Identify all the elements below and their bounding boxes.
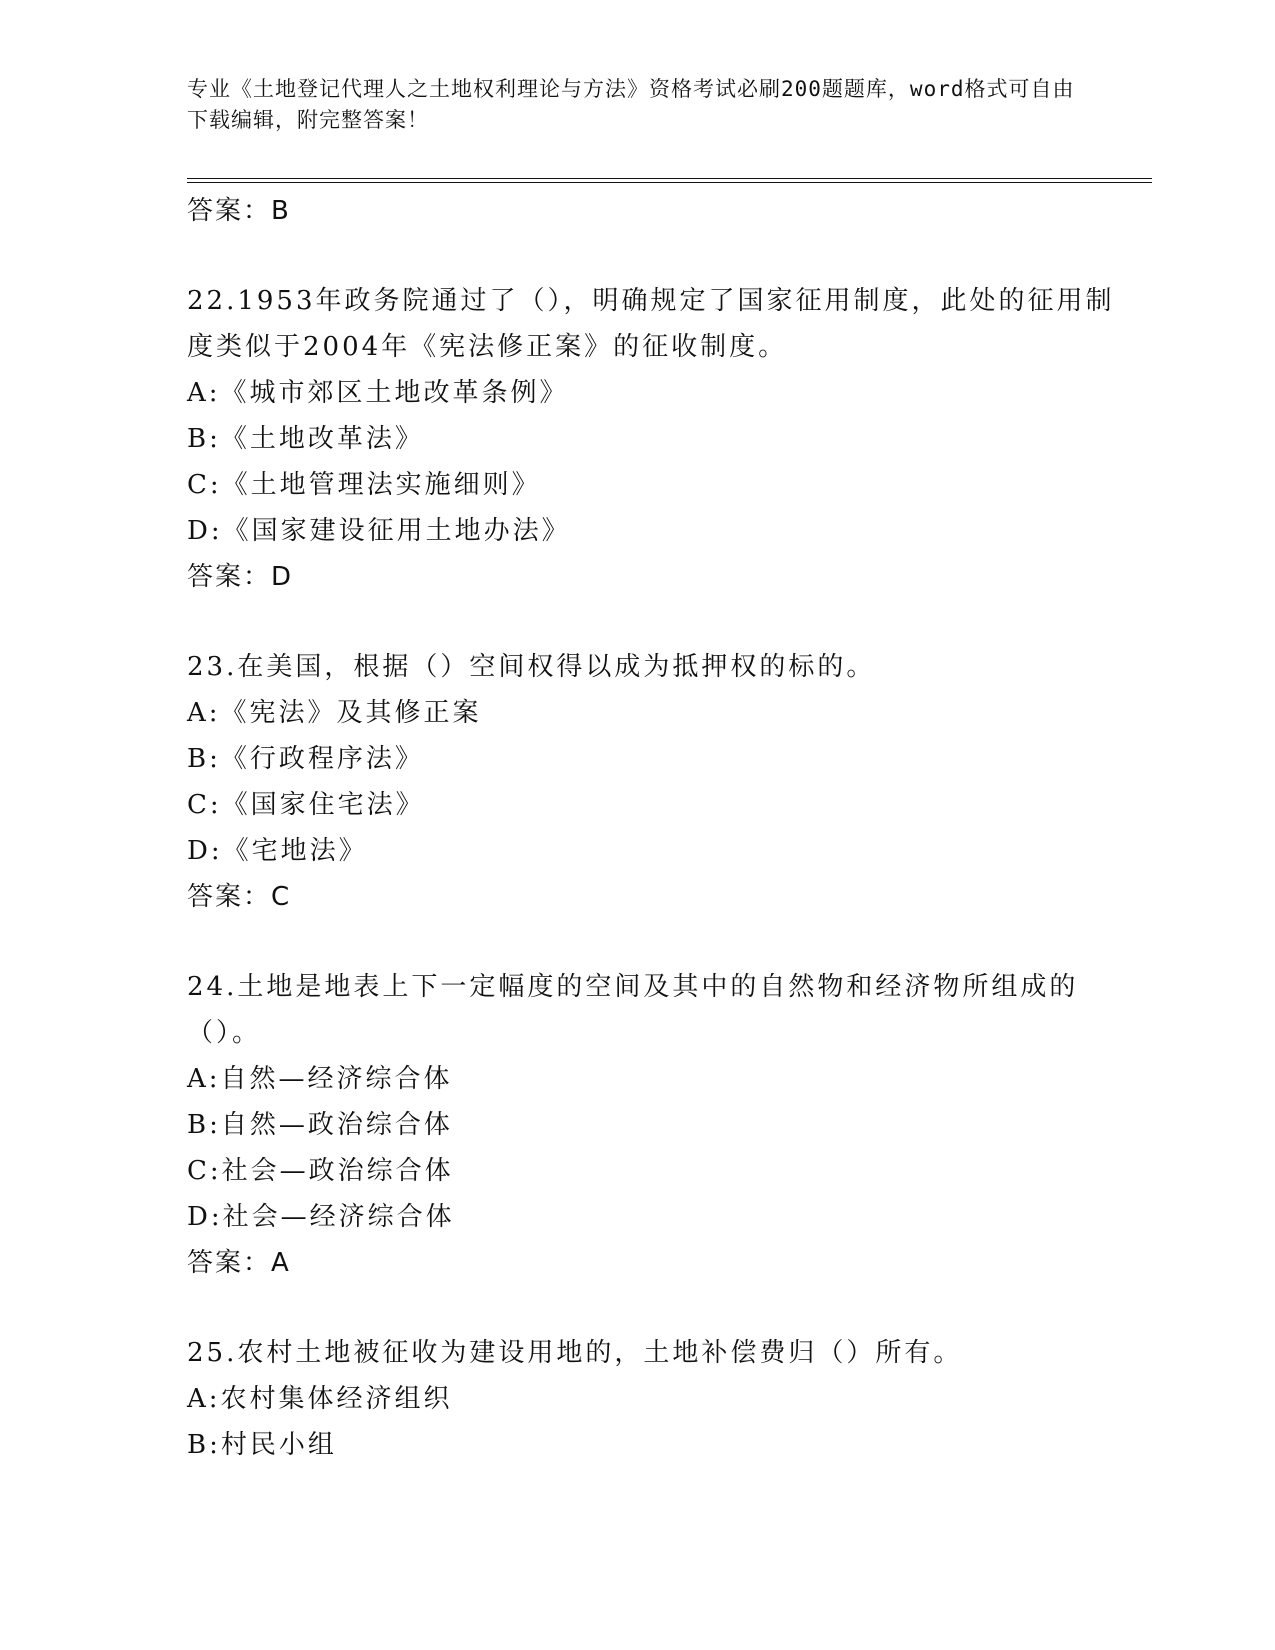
question-25	[187, 1330, 1127, 1468]
option-b: B:村民小组	[187, 1430, 337, 1460]
header-divider	[187, 178, 1152, 183]
option-b: B:《行政程序法》	[187, 744, 424, 774]
question-23	[187, 644, 1127, 920]
option-a: A:《城市郊区土地改革条例》	[187, 378, 569, 408]
answer-label: 答案：B	[187, 196, 291, 226]
option-c: C:《国家住宅法》	[187, 790, 425, 820]
option-a: A:农村集体经济组织	[187, 1384, 453, 1414]
answer-label: 答案：C	[187, 882, 292, 912]
option-c: C:社会—政治综合体	[187, 1156, 454, 1186]
option-b: B:《土地改革法》	[187, 424, 424, 454]
option-b: B:自然—政治综合体	[187, 1110, 453, 1140]
option-a: A:自然—经济综合体	[187, 1064, 453, 1094]
question-22	[187, 278, 1127, 600]
option-d: D:社会—经济综合体	[187, 1202, 455, 1232]
answer-label: 答案：D	[187, 562, 294, 592]
answer-label: 答案：A	[187, 1248, 291, 1278]
question-stem: 24.土地是地表上下一定幅度的空间及其中的自然物和经济物所组成的（）。	[187, 972, 1079, 1048]
question-stem: 22.1953年政务院通过了（），明确规定了国家征用制度，此处的征用制度类似于2004年《宪法修正案》的征收制度。	[187, 286, 1115, 362]
option-a: A:《宪法》及其修正案	[187, 698, 482, 728]
header-text: 专业《土地登记代理人之土地权利理论与方法》资格考试必刷200题题库，word格式可自由下载编辑，附完整答案！	[187, 77, 1075, 132]
document-body	[187, 188, 1127, 1468]
page-header	[187, 74, 1087, 136]
question-stem: 23.在美国，根据（）空间权得以成为抵押权的标的。	[187, 652, 876, 682]
option-d: D:《国家建设征用土地办法》	[187, 516, 571, 546]
question-stem: 25.农村土地被征收为建设用地的，土地补偿费归（）所有。	[187, 1338, 963, 1368]
option-d: D:《宅地法》	[187, 836, 368, 866]
question-24	[187, 964, 1127, 1286]
option-c: C:《土地管理法实施细则》	[187, 470, 541, 500]
